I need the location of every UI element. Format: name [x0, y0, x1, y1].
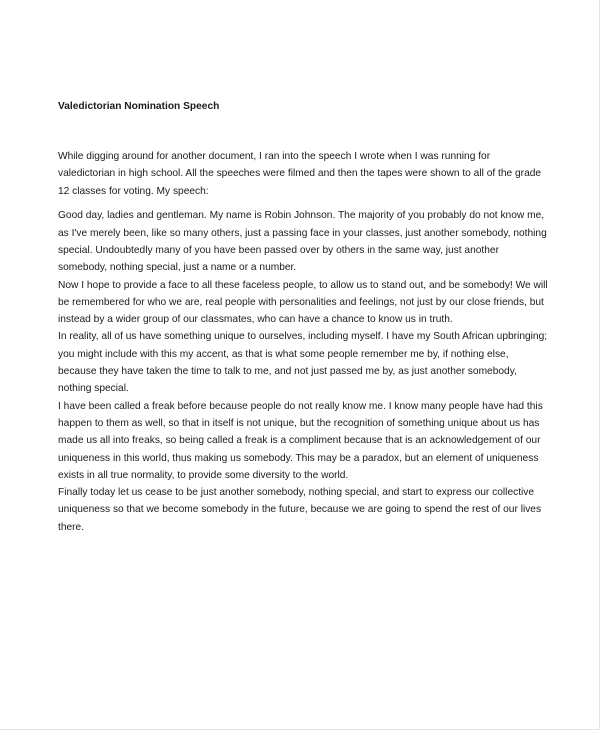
text-line: happen to them as well, so that in itself is not unique, but the recognition of something unique about us has — [58, 417, 540, 429]
text-line: nothing special. — [58, 383, 129, 395]
text-line: I have been called a freak before because people do not really know me. I know many people have had this — [58, 400, 543, 412]
text-line: Finally today let us cease to be just another somebody, nothing special, and start to express our collective — [58, 487, 535, 499]
text-line: Good day, ladies and gentleman. My name is Robin Johnson. The majority of you probably do not know me, — [58, 210, 545, 222]
text-line: be remembered for who we are, real people with personalities and feelings, not just by our close friends, but — [58, 296, 544, 308]
text-line: 12 classes for voting. My speech: — [58, 185, 209, 197]
speech-text — [58, 207, 548, 536]
text-line: because they have taken the time to talk to me, and not just passed me by, as just another somebody, — [58, 366, 517, 378]
text-line: instead by a wider group of our classmates, who can have a chance to know us in truth. — [58, 314, 453, 326]
text-line: made us all into freaks, so being called a freak is a compliment because that is an acknowledgement of our — [58, 435, 541, 447]
text-line: you might include with this my accent, as that is what some people remember me by, if nothing else, — [58, 348, 509, 360]
intro-paragraph — [58, 148, 542, 200]
text-line: special. Undoubtedly many of you have been passed over by others in the same way, just another — [58, 244, 499, 256]
text-line: While digging around for another document, I ran into the speech I wrote when I was running for — [58, 151, 491, 162]
text-line: Now I hope to provide a face to all these faceless people, to allow us to stand out, and be somebody! We will — [58, 279, 548, 291]
text-line: uniqueness in this world, thus making us somebody. This may be a paradox, but an element of uniqueness — [58, 452, 539, 464]
text-line: as I've merely been, like so many others, just a passing face in your classes, just another somebody, nothing — [58, 227, 547, 239]
text-line: uniqueness so that we become somebody in the future, because we are going to spend the rest of our lives — [58, 504, 542, 516]
text-line: In reality, all of us have something unique to ourselves, including myself. I have my South African upbringing; — [58, 331, 548, 343]
document-body — [58, 100, 548, 536]
text-line: there. — [58, 521, 85, 533]
text-line: somebody, nothing special, just a name or a number. — [58, 262, 297, 274]
text-line: valedictorian in high school. All the speeches were filmed and then the tapes were shown to all of the grade — [58, 168, 542, 180]
text-line: exists in all true normality, to provide some diversity to the world. — [58, 469, 349, 481]
document-title: Valedictorian Nomination Speech — [58, 101, 220, 112]
